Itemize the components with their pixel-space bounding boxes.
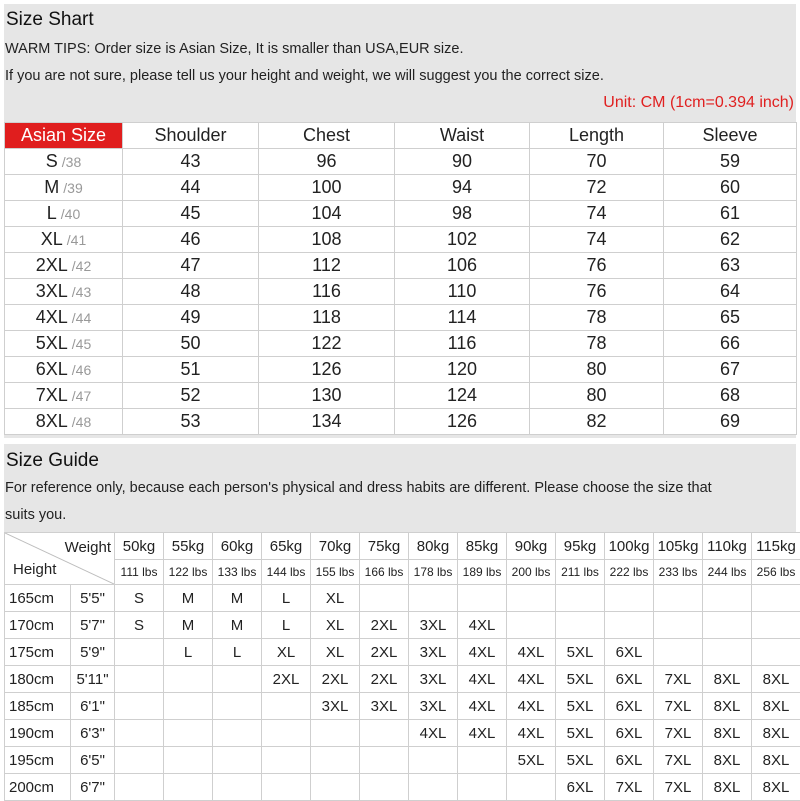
height-ft-cell: 6'5" [71,747,115,774]
length-cell: 74 [530,227,664,253]
length-cell: 76 [530,279,664,305]
recommended-size-cell [605,585,654,612]
recommended-size-cell [654,639,703,666]
shoulder-cell: 43 [123,149,259,175]
table-row [5,747,800,774]
table-row [5,201,797,227]
recommended-size-cell: 8XL [703,774,752,801]
sleeve-cell: 65 [664,305,797,331]
asian-size-cell [5,201,123,227]
weight-kg-cell: 60kg [213,533,262,560]
recommended-size-cell: 4XL [507,639,556,666]
recommended-size-cell: M [213,585,262,612]
size-label: 5XL [36,333,68,353]
header-chest: Chest [259,123,395,149]
chest-cell: 116 [259,279,395,305]
length-cell: 76 [530,253,664,279]
waist-cell: 110 [395,279,530,305]
waist-cell: 116 [395,331,530,357]
length-cell: 82 [530,409,664,435]
recommended-size-cell: 5XL [507,747,556,774]
recommended-size-cell: 8XL [752,720,800,747]
recommended-size-cell: 4XL [507,666,556,693]
shoulder-cell: 53 [123,409,259,435]
size-label: 6XL [36,359,68,379]
recommended-size-cell: 2XL [311,666,360,693]
recommended-size-cell: 4XL [409,720,458,747]
size-label: XL [41,229,63,249]
size-label: 2XL [36,255,68,275]
weight-kg-row [5,533,800,560]
length-cell: 72 [530,175,664,201]
weight-lbs-cell: 256 lbs [752,560,800,585]
table-row [5,666,800,693]
recommended-size-cell: 5XL [556,666,605,693]
recommended-size-cell: 7XL [654,747,703,774]
weight-kg-cell: 80kg [409,533,458,560]
table-row [5,639,800,666]
recommended-size-cell: 5XL [556,639,605,666]
recommended-size-cell [654,612,703,639]
height-label: Height [13,561,56,578]
waist-cell: 106 [395,253,530,279]
weight-kg-cell: 55kg [164,533,213,560]
recommended-size-cell [115,639,164,666]
weight-lbs-cell: 233 lbs [654,560,703,585]
recommended-size-cell [213,666,262,693]
asian-size-cell [5,383,123,409]
size-label: M [44,177,59,197]
recommended-size-cell: 4XL [458,720,507,747]
table-row [5,227,797,253]
recommended-size-cell [703,639,752,666]
recommended-size-cell [213,747,262,774]
shoulder-cell: 50 [123,331,259,357]
waist-cell: 102 [395,227,530,253]
table-row [5,279,797,305]
recommended-size-cell [213,774,262,801]
weight-lbs-cell: 244 lbs [703,560,752,585]
size-label: 7XL [36,385,68,405]
recommended-size-cell [164,666,213,693]
weight-lbs-cell: 144 lbs [262,560,311,585]
recommended-size-cell: 8XL [703,666,752,693]
weight-lbs-cell: 111 lbs [115,560,164,585]
height-ft-cell: 5'11" [71,666,115,693]
asian-size-cell [5,253,123,279]
weight-lbs-cell: 222 lbs [605,560,654,585]
recommended-size-cell: 2XL [262,666,311,693]
length-cell: 80 [530,383,664,409]
eur-size-label: /41 [67,232,86,248]
recommended-size-cell [654,585,703,612]
shoulder-cell: 52 [123,383,259,409]
recommended-size-cell: S [115,585,164,612]
recommended-size-cell [262,774,311,801]
height-cm-cell: 195cm [5,747,71,774]
table-row [5,585,800,612]
recommended-size-cell [311,720,360,747]
chest-cell: 108 [259,227,395,253]
recommended-size-cell: 4XL [458,612,507,639]
recommended-size-cell [164,693,213,720]
table-row [5,253,797,279]
recommended-size-cell: 7XL [654,774,703,801]
table-row [5,409,797,435]
waist-cell: 114 [395,305,530,331]
recommended-size-cell [115,774,164,801]
chest-cell: 100 [259,175,395,201]
recommended-size-cell: L [262,585,311,612]
sleeve-cell: 64 [664,279,797,305]
recommended-size-cell: 8XL [752,693,800,720]
recommended-size-cell: 3XL [311,693,360,720]
recommended-size-cell [409,747,458,774]
eur-size-label: /42 [72,258,91,274]
recommended-size-cell: M [213,612,262,639]
recommended-size-cell [360,774,409,801]
recommended-size-cell: L [164,639,213,666]
recommended-size-cell [458,747,507,774]
size-label: S [46,151,58,171]
header-asian-size: Asian Size [5,123,123,149]
recommended-size-cell [556,612,605,639]
size-label: L [47,203,57,223]
recommended-size-cell: 8XL [752,666,800,693]
eur-size-label: /43 [72,284,91,300]
recommended-size-cell: M [164,612,213,639]
height-cm-cell: 185cm [5,693,71,720]
shoulder-cell: 45 [123,201,259,227]
asian-size-cell [5,409,123,435]
waist-cell: 120 [395,357,530,383]
recommended-size-cell: 7XL [654,693,703,720]
recommended-size-cell [409,774,458,801]
shoulder-cell: 49 [123,305,259,331]
eur-size-label: /45 [72,336,91,352]
recommended-size-cell [605,612,654,639]
recommended-size-cell: XL [311,585,360,612]
asian-size-cell [5,331,123,357]
size-guide-note-line-1: For reference only, because each person's physical and dress habits are different. Please choose the size that [5,480,712,496]
recommended-size-cell [752,612,800,639]
weight-kg-cell: 75kg [360,533,409,560]
header-shoulder: Shoulder [123,123,259,149]
sleeve-cell: 67 [664,357,797,383]
waist-cell: 124 [395,383,530,409]
recommended-size-cell: XL [311,612,360,639]
weight-lbs-cell: 133 lbs [213,560,262,585]
sleeve-cell: 60 [664,175,797,201]
recommended-size-cell: 7XL [654,666,703,693]
recommended-size-cell [311,747,360,774]
warm-tip-line-2: If you are not sure, please tell us your height and weight, we will suggest you the correct size. [5,68,604,84]
table-row [5,612,800,639]
height-ft-cell: 6'3" [71,720,115,747]
height-ft-cell: 5'5" [71,585,115,612]
recommended-size-cell [752,585,800,612]
eur-size-label: /48 [72,414,91,430]
eur-size-label: /38 [62,154,81,170]
eur-size-label: /40 [61,206,80,222]
shoulder-cell: 44 [123,175,259,201]
recommended-size-cell: 6XL [605,666,654,693]
recommended-size-cell: 4XL [507,693,556,720]
weight-kg-cell: 90kg [507,533,556,560]
recommended-size-cell: 7XL [605,774,654,801]
recommended-size-cell: 3XL [409,639,458,666]
weight-lbs-cell: 122 lbs [164,560,213,585]
recommended-size-cell [458,774,507,801]
recommended-size-cell: XL [262,639,311,666]
weight-lbs-cell: 200 lbs [507,560,556,585]
recommended-size-cell [458,585,507,612]
chest-cell: 112 [259,253,395,279]
weight-lbs-cell: 166 lbs [360,560,409,585]
table-row [5,383,797,409]
eur-size-label: /47 [72,388,91,404]
size-chart-table [4,122,797,435]
recommended-size-cell: 4XL [458,639,507,666]
asian-size-cell [5,149,123,175]
asian-size-cell [5,305,123,331]
size-guide-note-line-2: suits you. [5,507,66,523]
header-length: Length [530,123,664,149]
size-guide-table [4,532,800,801]
recommended-size-cell [213,693,262,720]
recommended-size-cell [164,774,213,801]
chest-cell: 122 [259,331,395,357]
waist-cell: 90 [395,149,530,175]
recommended-size-cell: 4XL [458,693,507,720]
recommended-size-cell: 6XL [605,693,654,720]
table-row [5,693,800,720]
height-ft-cell: 5'7" [71,612,115,639]
recommended-size-cell [507,585,556,612]
eur-size-label: /44 [72,310,91,326]
recommended-size-cell [507,612,556,639]
waist-cell: 94 [395,175,530,201]
height-ft-cell: 6'1" [71,693,115,720]
recommended-size-cell: 3XL [409,693,458,720]
weight-lbs-cell: 178 lbs [409,560,458,585]
recommended-size-cell [703,612,752,639]
recommended-size-cell: 5XL [556,720,605,747]
weight-kg-cell: 110kg [703,533,752,560]
recommended-size-cell [164,747,213,774]
height-cm-cell: 175cm [5,639,71,666]
height-cm-cell: 170cm [5,612,71,639]
recommended-size-cell: 3XL [409,612,458,639]
recommended-size-cell [360,720,409,747]
size-label: 3XL [36,281,68,301]
recommended-size-cell [262,720,311,747]
height-cm-cell: 200cm [5,774,71,801]
table-row [5,720,800,747]
recommended-size-cell: 6XL [556,774,605,801]
asian-size-cell [5,357,123,383]
recommended-size-cell [360,747,409,774]
recommended-size-cell: 4XL [507,720,556,747]
size-label: 8XL [36,411,68,431]
recommended-size-cell [115,720,164,747]
recommended-size-cell [556,585,605,612]
size-chart-header-row [5,123,797,149]
recommended-size-cell: 2XL [360,639,409,666]
recommended-size-cell [409,585,458,612]
recommended-size-cell: XL [311,639,360,666]
recommended-size-cell: 8XL [752,774,800,801]
length-cell: 80 [530,357,664,383]
recommended-size-cell [752,639,800,666]
recommended-size-cell: 8XL [703,693,752,720]
chest-cell: 118 [259,305,395,331]
height-cm-cell: 180cm [5,666,71,693]
eur-size-label: /46 [72,362,91,378]
recommended-size-cell: 5XL [556,693,605,720]
weight-lbs-row [5,560,800,585]
waist-cell: 98 [395,201,530,227]
recommended-size-cell: M [164,585,213,612]
sleeve-cell: 68 [664,383,797,409]
weight-kg-cell: 105kg [654,533,703,560]
recommended-size-cell: 3XL [409,666,458,693]
chest-cell: 126 [259,357,395,383]
recommended-size-cell: 8XL [752,747,800,774]
weight-kg-cell: 95kg [556,533,605,560]
recommended-size-cell [115,747,164,774]
size-label: 4XL [36,307,68,327]
length-cell: 74 [530,201,664,227]
table-row [5,331,797,357]
weight-kg-cell: 85kg [458,533,507,560]
recommended-size-cell: 5XL [556,747,605,774]
waist-cell: 126 [395,409,530,435]
recommended-size-cell: 2XL [360,612,409,639]
weight-lbs-cell: 155 lbs [311,560,360,585]
recommended-size-cell [703,585,752,612]
recommended-size-cell [164,720,213,747]
table-row [5,774,800,801]
recommended-size-cell: 6XL [605,747,654,774]
sleeve-cell: 61 [664,201,797,227]
recommended-size-cell: 7XL [654,720,703,747]
weight-kg-cell: 70kg [311,533,360,560]
recommended-size-cell: 4XL [458,666,507,693]
shoulder-cell: 51 [123,357,259,383]
weight-label: Weight [65,539,111,556]
recommended-size-cell: S [115,612,164,639]
length-cell: 78 [530,305,664,331]
table-row [5,357,797,383]
recommended-size-cell: 6XL [605,639,654,666]
height-cm-cell: 190cm [5,720,71,747]
weight-lbs-cell: 189 lbs [458,560,507,585]
recommended-size-cell [360,585,409,612]
asian-size-cell [5,175,123,201]
recommended-size-cell: 8XL [703,747,752,774]
height-cm-cell: 165cm [5,585,71,612]
warm-tip-line-1: WARM TIPS: Order size is Asian Size, It is smaller than USA,EUR size. [5,41,464,57]
recommended-size-cell [213,720,262,747]
chest-cell: 96 [259,149,395,175]
recommended-size-cell: L [262,612,311,639]
height-ft-cell: 5'9" [71,639,115,666]
asian-size-cell [5,279,123,305]
recommended-size-cell: 6XL [605,720,654,747]
table-row [5,305,797,331]
sleeve-cell: 63 [664,253,797,279]
weight-kg-cell: 50kg [115,533,164,560]
recommended-size-cell: 3XL [360,693,409,720]
height-ft-cell: 6'7" [71,774,115,801]
table-row [5,175,797,201]
length-cell: 70 [530,149,664,175]
chest-cell: 104 [259,201,395,227]
header-waist: Waist [395,123,530,149]
chest-cell: 130 [259,383,395,409]
size-chart-title: Size Shart [6,9,94,31]
table-row [5,149,797,175]
asian-size-cell [5,227,123,253]
length-cell: 78 [530,331,664,357]
recommended-size-cell: 8XL [703,720,752,747]
shoulder-cell: 48 [123,279,259,305]
recommended-size-cell [311,774,360,801]
chest-cell: 134 [259,409,395,435]
shoulder-cell: 46 [123,227,259,253]
header-sleeve: Sleeve [664,123,797,149]
sleeve-cell: 59 [664,149,797,175]
shoulder-cell: 47 [123,253,259,279]
recommended-size-cell [262,693,311,720]
size-guide-title: Size Guide [6,450,99,472]
weight-height-corner [5,533,115,585]
weight-kg-cell: 115kg [752,533,800,560]
recommended-size-cell [507,774,556,801]
sleeve-cell: 69 [664,409,797,435]
sleeve-cell: 62 [664,227,797,253]
weight-kg-cell: 65kg [262,533,311,560]
recommended-size-cell: L [213,639,262,666]
weight-kg-cell: 100kg [605,533,654,560]
eur-size-label: /39 [63,180,82,196]
sleeve-cell: 66 [664,331,797,357]
recommended-size-cell [262,747,311,774]
recommended-size-cell: 2XL [360,666,409,693]
recommended-size-cell [115,693,164,720]
recommended-size-cell [115,666,164,693]
weight-lbs-cell: 211 lbs [556,560,605,585]
unit-note: Unit: CM (1cm=0.394 inch) [603,94,794,112]
